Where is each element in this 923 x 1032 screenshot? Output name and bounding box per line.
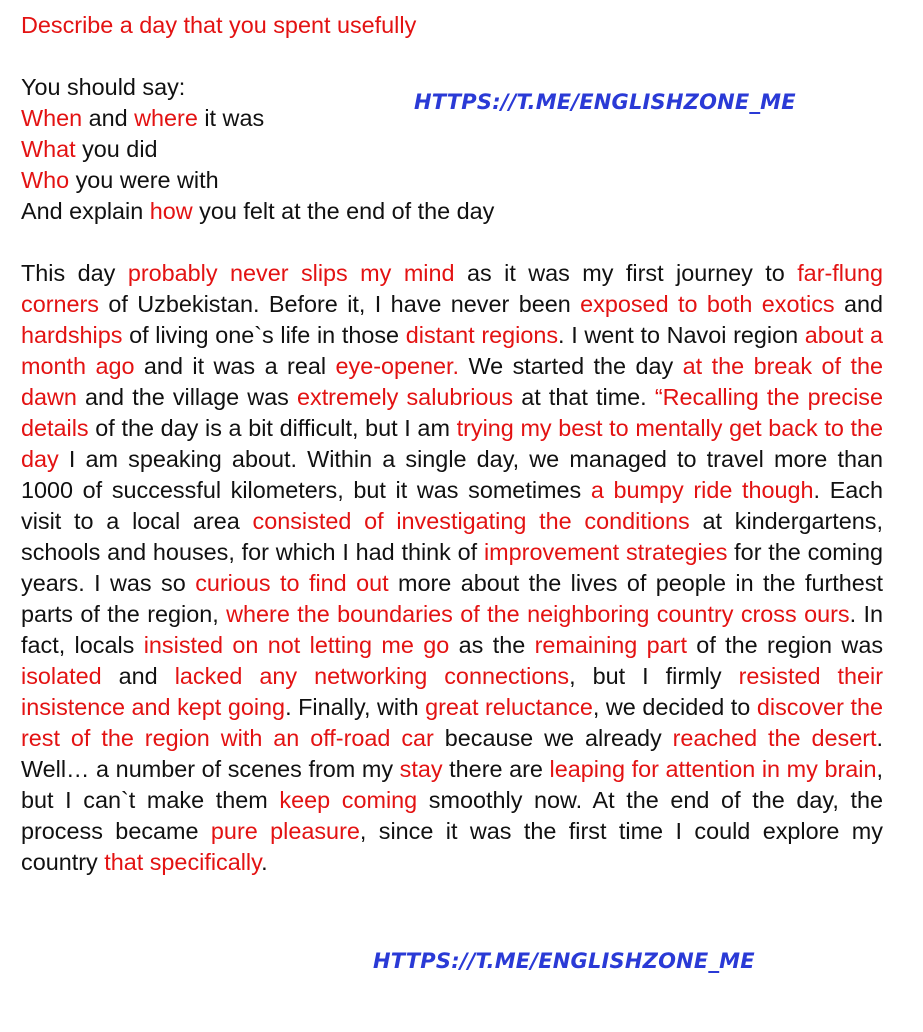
highlighted-phrase: remaining part: [534, 632, 687, 658]
answer-text: , we decided to: [592, 694, 757, 720]
answer-text: This day: [21, 260, 128, 286]
answer-text: , but I firmly: [569, 663, 739, 689]
cue-keyword: where: [134, 105, 198, 131]
answer-text: as it was my first journey to: [454, 260, 798, 286]
cue-keyword: When: [21, 105, 83, 131]
cue-line-who: [21, 165, 883, 196]
cue-text: you did: [75, 136, 158, 162]
highlighted-phrase: far-flung corners: [21, 260, 883, 317]
answer-text: and: [834, 291, 884, 317]
highlighted-phrase: isolated: [21, 663, 102, 689]
cue-keyword: What: [21, 136, 76, 162]
answer-text: I am speaking about. Within a single day, we managed to travel more than 1000 of successful kilometers, but it was sometimes: [21, 446, 883, 503]
highlighted-phrase: at the break of the dawn: [21, 353, 883, 410]
highlighted-phrase: distant regions: [405, 322, 559, 348]
highlighted-phrase: that specifically: [104, 849, 262, 875]
cue-text: and: [82, 105, 135, 131]
highlighted-phrase: exposed to both exotics: [580, 291, 835, 317]
cue-keyword: how: [149, 198, 193, 224]
highlighted-phrase: probably never slips my mind: [127, 260, 455, 286]
answer-text: smoothly now. At the end of the day, the process became: [21, 787, 883, 844]
answer-text: and: [101, 663, 175, 689]
cue-line-how: [21, 196, 883, 227]
highlighted-phrase: about a month ago: [21, 322, 883, 379]
answer-text: . Finally, with: [285, 694, 426, 720]
highlighted-phrase: “Recalling the precise details: [21, 384, 883, 441]
answer-text: of the region was: [686, 632, 884, 658]
answer-paragraph: [21, 258, 883, 878]
watermark-link-top: HTTPS://T.ME/ENGLISHZONE_ME: [414, 90, 796, 114]
cue-text: you were with: [69, 167, 219, 193]
answer-text: . Each visit to a local area: [21, 477, 884, 534]
answer-text: and it was a real: [134, 353, 336, 379]
highlighted-phrase: stay: [399, 756, 443, 782]
highlighted-phrase: pure pleasure: [210, 818, 360, 844]
highlighted-phrase: a bumpy ride though: [590, 477, 814, 503]
highlighted-phrase: keep coming: [279, 787, 418, 813]
answer-text: . In fact, locals: [21, 601, 883, 658]
answer-text: . I went to Navoi region: [558, 322, 805, 348]
cue-text: it was: [197, 105, 265, 131]
answer-text: more about the lives of people in the furthest parts of the region,: [21, 570, 883, 627]
answer-text: at kindergartens, schools and houses, for which I had think of: [21, 508, 883, 565]
highlighted-phrase: resisted their insistence and kept going: [21, 663, 883, 720]
answer-text: We started the day: [459, 353, 683, 379]
answer-text: and the village was: [76, 384, 297, 410]
cue-line-what: [21, 134, 883, 165]
answer-text: , but I can`t make them: [21, 756, 883, 813]
answer-text: for the coming years. I was so: [21, 539, 883, 596]
answer-text: because we already: [433, 725, 673, 751]
answer-text: there are: [442, 756, 550, 782]
highlighted-phrase: curious to find out: [195, 570, 389, 596]
highlighted-phrase: where the boundaries of the neighboring country cross ours: [226, 601, 850, 627]
highlighted-phrase: leaping for attention in my brain: [549, 756, 877, 782]
answer-text: . Well… a number of scenes from my: [21, 725, 884, 782]
question-title: Describe a day that you spent usefully: [21, 12, 417, 38]
cue-keyword: Who: [21, 167, 70, 193]
answer-text: of living one`s life in those: [122, 322, 406, 348]
highlighted-phrase: discover the rest of the region with an off-road car: [21, 694, 884, 751]
highlighted-phrase: consisted of investigating the conditions: [252, 508, 690, 534]
answer-text: of the day is a bit difficult, but I am: [88, 415, 457, 441]
highlighted-phrase: hardships: [21, 322, 123, 348]
highlighted-phrase: eye-opener.: [335, 353, 460, 379]
highlighted-phrase: extremely salubrious: [296, 384, 514, 410]
highlighted-phrase: lacked any networking connections: [174, 663, 570, 689]
watermark-link-bottom: HTTPS://T.ME/ENGLISHZONE_ME: [373, 949, 755, 973]
cue-intro: You should say:: [21, 74, 186, 100]
document-page: [21, 10, 883, 878]
highlighted-phrase: improvement strategies: [483, 539, 728, 565]
answer-text: .: [261, 849, 268, 875]
highlighted-phrase: reached the desert: [672, 725, 877, 751]
highlighted-phrase: trying my best to mentally get back to the day: [21, 415, 883, 472]
answer-text: as the: [449, 632, 535, 658]
answer-text: at that time.: [513, 384, 655, 410]
answer-text: of Uzbekistan. Before it, I have never been: [99, 291, 581, 317]
answer-text: , since it was the first time I could explore my country: [21, 818, 883, 875]
cue-text: you felt at the end of the day: [192, 198, 495, 224]
highlighted-phrase: insisted on not letting me go: [143, 632, 450, 658]
cue-text: And explain: [21, 198, 150, 224]
highlighted-phrase: great reluctance: [425, 694, 593, 720]
